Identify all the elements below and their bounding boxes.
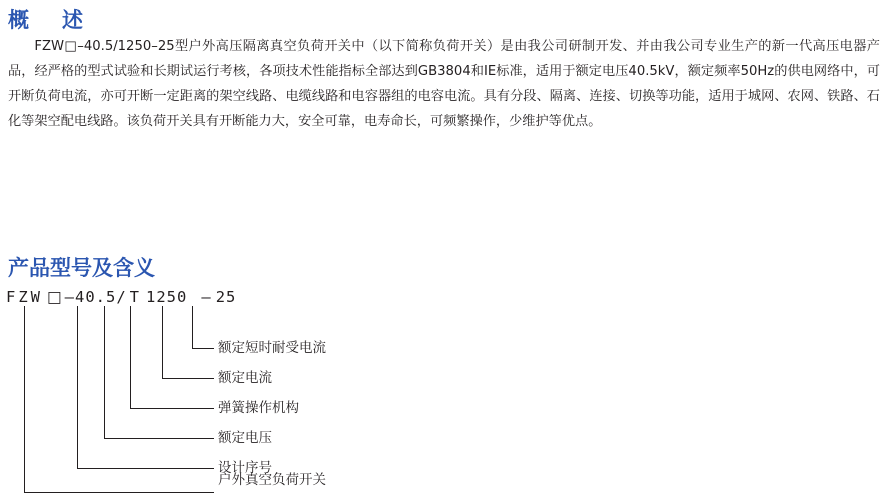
callout-label-design-number: 设计序号 — [218, 460, 272, 476]
overview-paragraph: FZW□–40.5/1250–25型户外高压隔离真空负荷开关中（以下简称负荷开关）是由我公司研制开发、并由我公司专业生产的新一代高压电器产品，经严格的型式试验和长期试运行考核，各项技术性能指标全部达到GB3804和IE标准，适用于额定电压40.5kV，额定频率50Hz的供电网络中，可开断负荷电流，亦可开断一定距离的架空线路、电缆线路和电容器组的电容电流。具有分段、隔离、连接、切换等功能，适用于城网、农网、铁路、石化等架空配电线路。该负荷开关具有开断能力大，安全可靠，电寿命长，可频繁操作，少维护等优点。 — [8, 39, 880, 129]
code-short-time: 25 — [215, 288, 237, 306]
leader-line-vertical-design-number — [77, 306, 78, 468]
leader-line-vertical-rated-current — [162, 306, 163, 378]
code-voltage: 40.5 — [75, 288, 117, 306]
callout-label-rated-current: 额定电流 — [218, 370, 272, 386]
leader-line-vertical-rated-voltage — [104, 306, 105, 438]
leader-line-horizontal-rated-voltage — [104, 438, 214, 439]
callout-label-short-time: 额定短时耐受电流 — [218, 340, 326, 356]
code-dash-1: – — [64, 288, 75, 306]
leader-line-horizontal-design-number — [77, 468, 214, 469]
code-slash: / — [116, 288, 127, 306]
leader-line-horizontal-short-time — [192, 348, 214, 349]
model-code-string — [6, 288, 236, 306]
callout-label-rated-voltage: 额定电压 — [218, 430, 272, 446]
section-heading-model-code: 产品型号及含义 — [8, 256, 155, 280]
leader-line-horizontal-product-type — [24, 492, 214, 493]
callout-label-product-type: 户外真空负荷开关 — [218, 472, 326, 488]
code-mechanism: T — [129, 288, 141, 306]
leader-line-horizontal-mechanism — [130, 408, 214, 409]
leader-line-vertical-product-type — [24, 306, 25, 492]
code-prefix: FZW — [6, 288, 43, 306]
code-current: 1250 — [146, 288, 188, 306]
section-heading-overview: 概 述 — [8, 8, 89, 32]
code-box: □ — [47, 288, 63, 306]
leader-line-vertical-short-time — [192, 306, 193, 348]
leader-line-horizontal-rated-current — [162, 378, 214, 379]
callout-label-mechanism: 弹簧操作机构 — [218, 400, 299, 416]
code-dash-2: – — [201, 288, 212, 306]
leader-line-vertical-mechanism — [130, 306, 131, 408]
